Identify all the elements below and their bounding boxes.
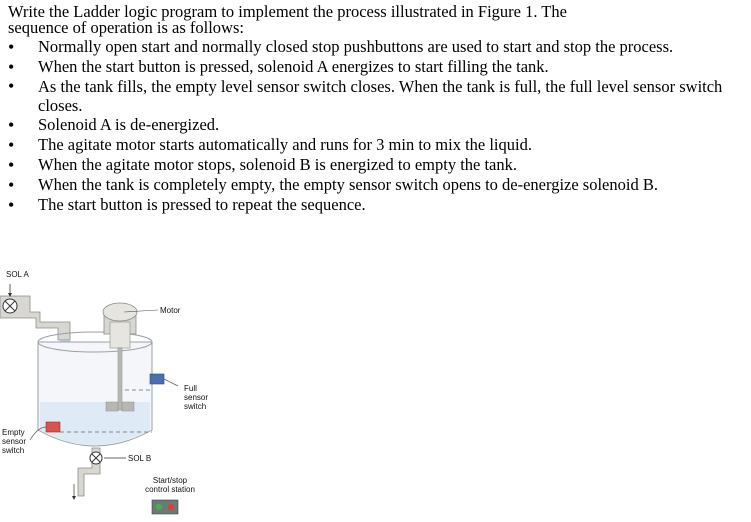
empty-sensor-label-line-2: sensor [2, 437, 27, 446]
list-item: • When the start button is pressed, solenoid A energizes to start filling the tank. [8, 57, 748, 77]
list-item: • Normally open start and normally closed stop pushbuttons are used to start and stop the process. [8, 37, 748, 57]
list-item: • As the tank fills, the empty level sensor switch closes. When the tank is full, the full level sensor switch closes. [8, 77, 748, 115]
sol-b-valve [90, 452, 126, 464]
sol-a-label: SOL A [6, 270, 29, 279]
intro-line-2: sequence of operation is as follows: [8, 18, 244, 37]
stop-light-icon [168, 504, 174, 510]
empty-sensor-label-line-1: Empty [2, 428, 25, 437]
list-item: • When the tank is completely empty, the empty sensor switch opens to de-energize solenoid B. [8, 175, 748, 195]
tank-diagram [0, 262, 260, 517]
start-stop-control-station [152, 500, 178, 514]
motor-label: Motor [160, 306, 181, 315]
sequence-list [8, 37, 748, 215]
process-figure [0, 262, 260, 517]
list-item: • When the agitate motor stops, solenoid B is energized to empty the tank. [8, 155, 748, 175]
intro-text [8, 4, 748, 36]
full-sensor-label [184, 384, 208, 411]
empty-sensor-label [2, 428, 26, 455]
list-item: • The agitate motor starts automatically and runs for 3 min to mix the liquid. [8, 135, 748, 155]
full-sensor-switch [150, 374, 178, 386]
full-sensor-label-line-1: Full [184, 384, 197, 393]
sol-b-label: SOL B [128, 454, 152, 463]
empty-sensor-label-line-3: switch [2, 446, 25, 455]
full-sensor-label-line-3: switch [184, 402, 207, 411]
list-item: • Solenoid A is de-energized. [8, 115, 748, 135]
intro-line-1: Write the Ladder logic program to implement the process illustrated in Figure 1. The [8, 2, 567, 21]
control-station-label-line-1: Start/stop [152, 476, 188, 485]
control-station-label-line-2: control station [145, 485, 195, 494]
start-light-icon [156, 504, 162, 510]
list-item: • The start button is pressed to repeat the sequence. [8, 195, 748, 215]
control-station-label [140, 476, 200, 494]
problem-statement [8, 4, 748, 215]
full-sensor-label-line-2: sensor [184, 393, 209, 402]
